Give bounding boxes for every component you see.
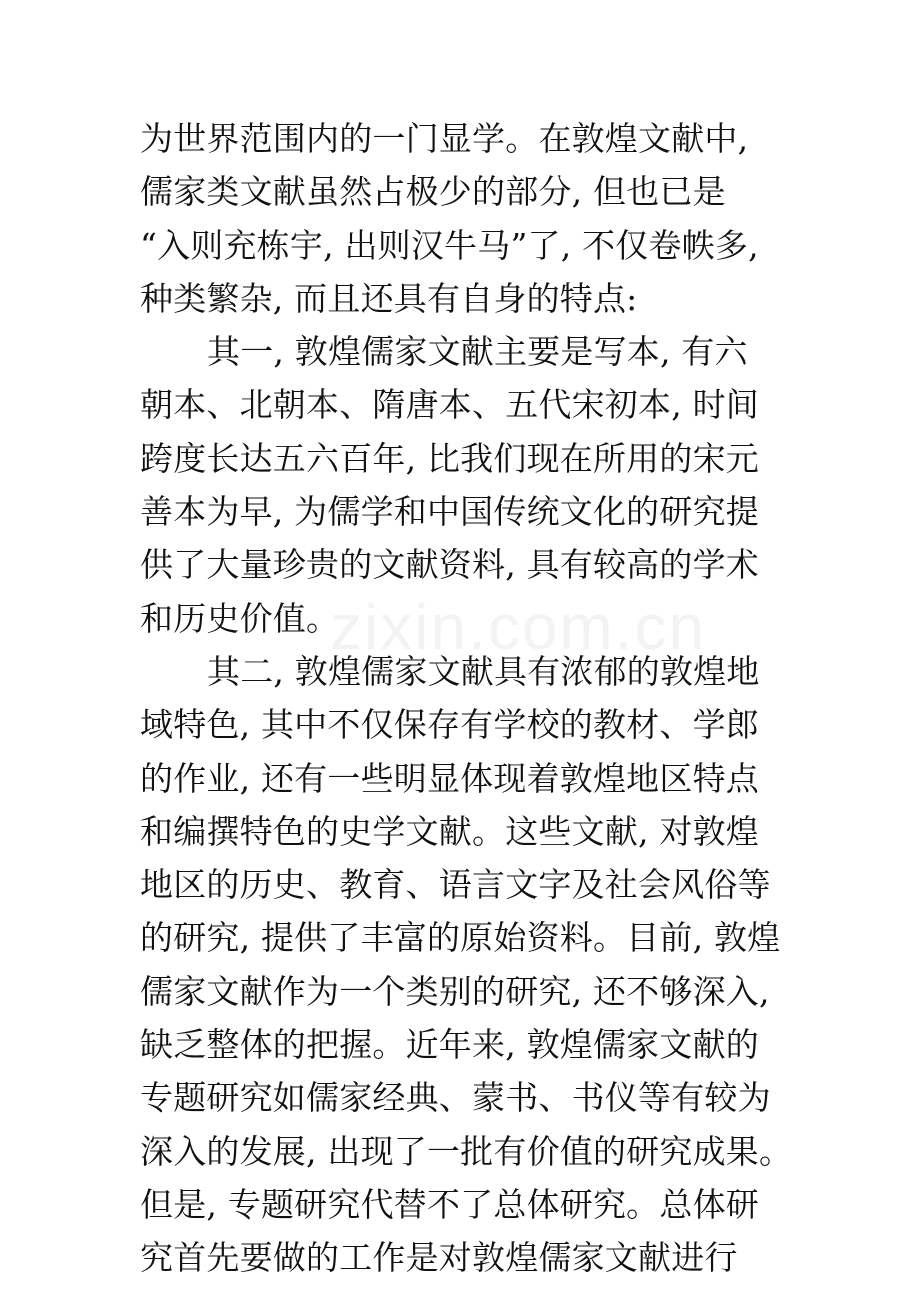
text-line: 种类繁杂, 而且还具有自身的特点: bbox=[140, 278, 638, 318]
text-line: 跨度长达五六百年, 比我们现在所用的宋元 bbox=[140, 438, 759, 478]
text-line: 专题研究如儒家经典、蒙书、书仪等有较为 bbox=[140, 1078, 771, 1118]
paragraph-start-line: 其一, 敦煌儒家文献主要是写本, 有六 bbox=[207, 332, 748, 372]
text-line: 儒家类文献虽然占极少的部分, 但也已是 bbox=[140, 172, 726, 212]
text-line: 供了大量珍贵的文献资料, 具有较高的学术 bbox=[140, 545, 759, 585]
text-line: 域特色, 其中不仅保存有学校的教材、学郎 bbox=[140, 705, 759, 745]
body-text bbox=[140, 112, 820, 1285]
text-line: 的作业, 还有一些明显体现着敦煌地区特点 bbox=[140, 758, 759, 798]
text-line: 的研究, 提供了丰富的原始资料。目前, 敦煌 bbox=[140, 918, 781, 958]
text-line: 善本为早, 为儒学和中国传统文化的研究提 bbox=[140, 492, 759, 532]
text-line: 和历史价值。 bbox=[140, 598, 340, 638]
text-line: “入则充栋宇, 出则汉牛马”了, 不仅卷帙多, bbox=[140, 225, 759, 265]
text-line: 地区的历史、教育、语言文字及社会风俗等 bbox=[140, 865, 771, 905]
watermark-logo: zixin.com.cn bbox=[330, 591, 707, 663]
text-line: 和编撰特色的史学文献。这些文献, 对敦煌 bbox=[140, 811, 759, 851]
text-line: 朝本、北朝本、隋唐本、五代宋初本, 时间 bbox=[140, 385, 759, 425]
text-line: 深入的发展, 出现了一批有价值的研究成果。 bbox=[140, 1131, 793, 1171]
text-line: 儒家文献作为一个类别的研究, 还不够深入, bbox=[140, 971, 770, 1011]
text-line: 缺乏整体的把握。近年来, 敦煌儒家文献的 bbox=[140, 1025, 759, 1065]
text-line: 为世界范围内的一门显学。在敦煌文献中, bbox=[140, 119, 749, 158]
text-line: 但是, 专题研究代替不了总体研究。总体研 bbox=[140, 1184, 759, 1224]
paragraph-start-line: 其二, 敦煌儒家文献具有浓郁的敦煌地 bbox=[207, 651, 760, 691]
text-line: 究首先要做的工作是对敦煌儒家文献进行 bbox=[140, 1238, 738, 1278]
